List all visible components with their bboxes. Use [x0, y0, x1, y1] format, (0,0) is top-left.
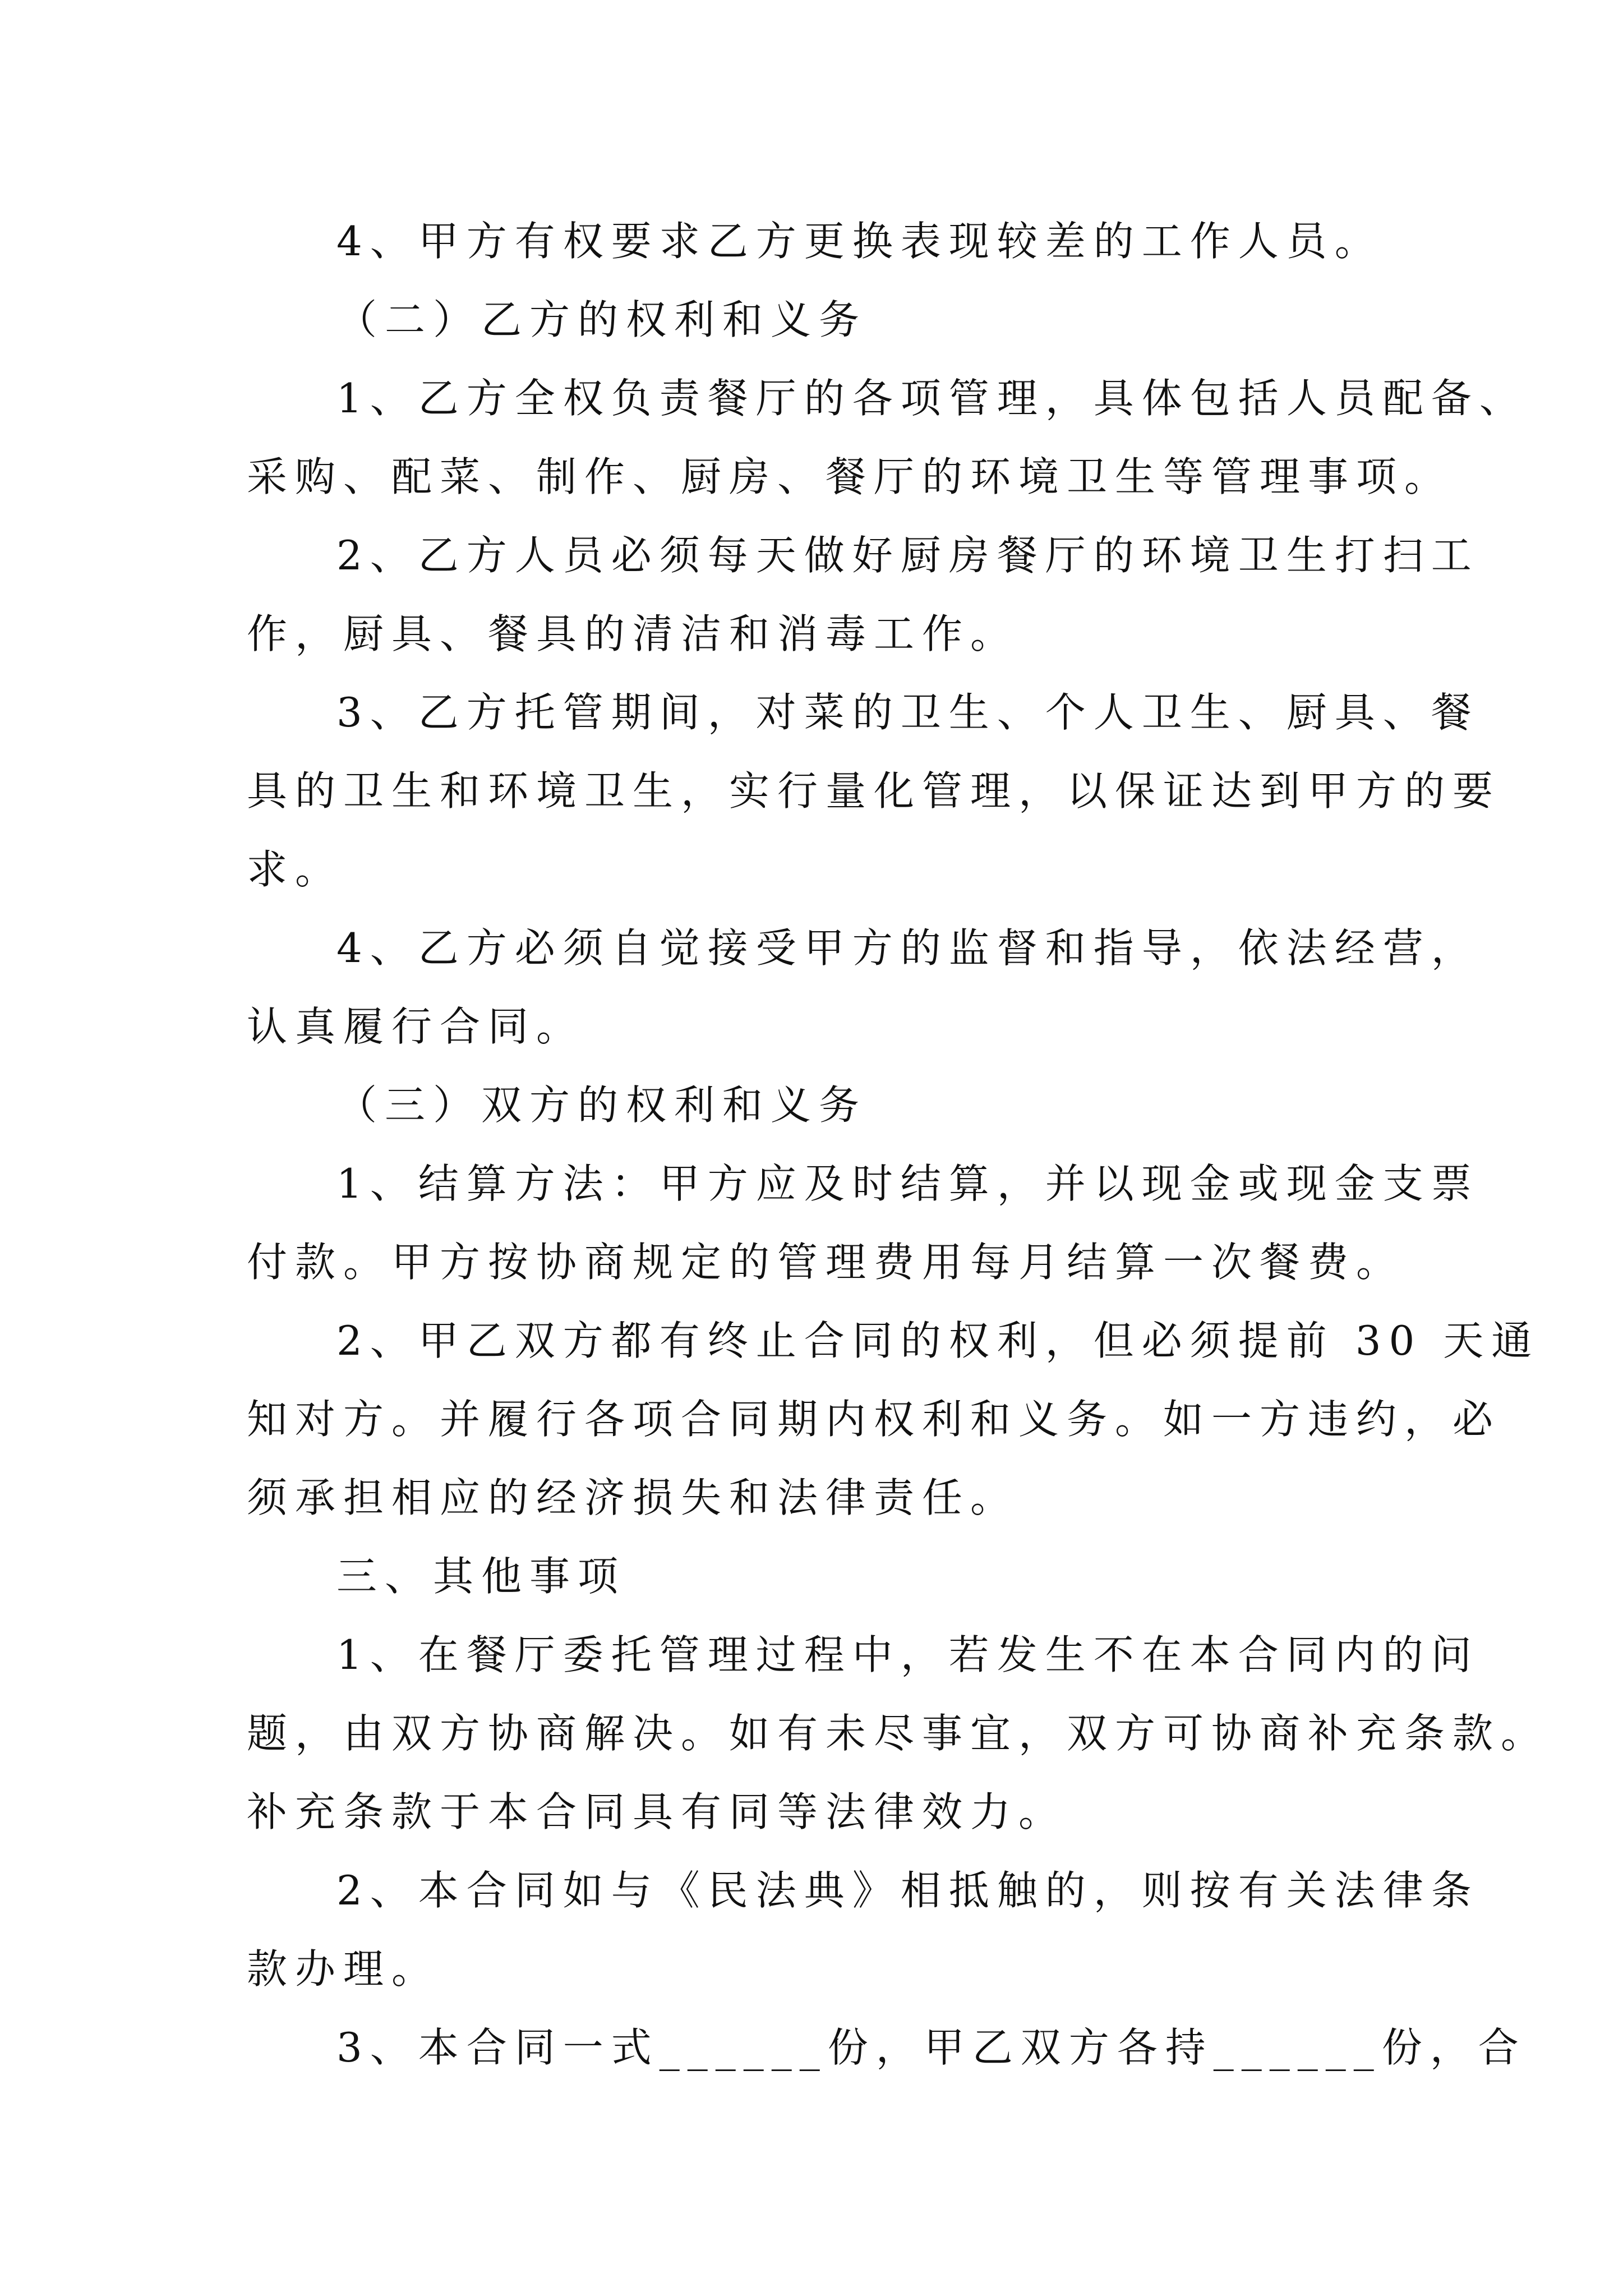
clause-b3-line2: 具的卫生和环境卫生，实行量化管理，以保证达到甲方的要 — [247, 767, 1501, 815]
clause-d1-line1: 1、在餐厅委托管理过程中，若发生不在本合同内的问 — [336, 1631, 1479, 1678]
clause-c2-line2: 知对方。并履行各项合同期内权利和义务。如一方违约，必 — [247, 1396, 1501, 1443]
clause-b1-line1: 1、乙方全权负责餐厅的各项管理，具体包括人员配备、 — [336, 375, 1528, 422]
clause-b2-line2: 作，厨具、餐具的清洁和消毒工作。 — [247, 610, 1019, 657]
clause-d2-line1: 2、本合同如与《民法典》相抵触的，则按有关法律条 — [336, 1867, 1479, 1914]
clause-c2-line3: 须承担相应的经济损失和法律责任。 — [247, 1474, 1019, 1521]
clause-c1-line1: 1、结算方法：甲方应及时结算，并以现金或现金支票 — [336, 1160, 1479, 1207]
clause-c2-line1: 2、甲乙双方都有终止合同的权利，但必须提前 30 天通 — [336, 1317, 1540, 1364]
clause-b4-line1: 4、乙方必须自觉接受甲方的监督和指导，依法经营， — [336, 924, 1479, 972]
clause-d2-line2: 款办理。 — [247, 1945, 440, 1993]
clause-d1-line3: 补充条款于本合同具有同等法律效力。 — [247, 1788, 1067, 1835]
section-heading-party-b: （二）乙方的权利和义务 — [336, 296, 868, 343]
clause-a4: 4、甲方有权要求乙方更换表现较差的工作人员。 — [336, 218, 1383, 265]
section-heading-other-matters: 三、其他事项 — [336, 1553, 626, 1600]
clause-b1-line2: 采购、配菜、制作、厨房、餐厅的环境卫生等管理事项。 — [247, 453, 1453, 500]
section-heading-both-parties: （三）双方的权利和义务 — [336, 1082, 868, 1129]
clause-c1-line2: 付款。甲方按协商规定的管理费用每月结算一次餐费。 — [247, 1239, 1405, 1286]
clause-d1-line2: 题，由双方协商解决。如有未尽事宜，双方可协商补充条款。 — [247, 1710, 1550, 1757]
clause-b3-line1: 3、乙方托管期间，对菜的卫生、个人卫生、厨具、餐 — [336, 689, 1479, 736]
clause-b2-line1: 2、乙方人员必须每天做好厨房餐厅的环境卫生打扫工 — [336, 532, 1479, 579]
clause-b4-line2: 认真履行合同。 — [247, 1003, 585, 1050]
clause-d3-line1: 3、本合同一式______份，甲乙双方各持______份，合 — [336, 2024, 1527, 2071]
clause-b3-line3: 求。 — [247, 846, 344, 893]
